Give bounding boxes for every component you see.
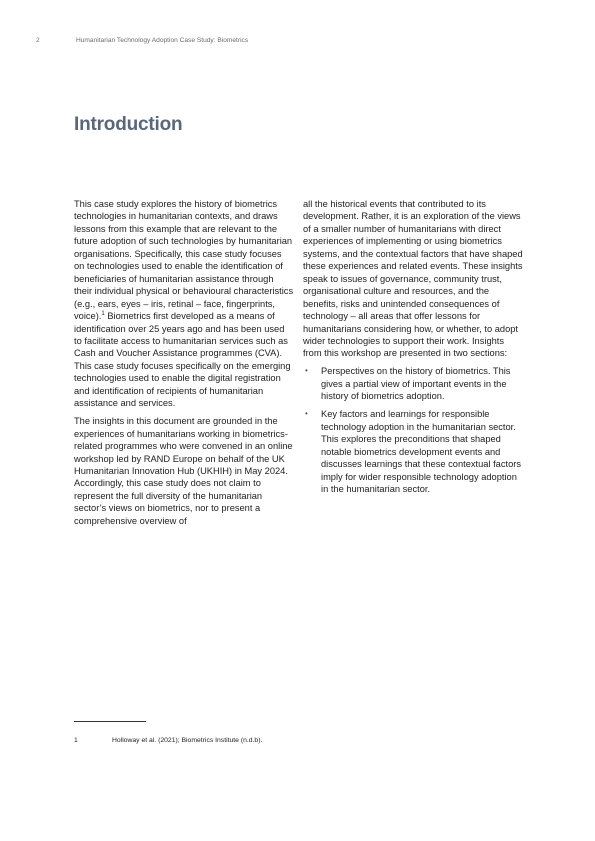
footnote-number: 1: [74, 737, 78, 744]
page-title: Introduction: [74, 114, 183, 135]
intro-paragraph-3: all the historical events that contributed to its development. Rather, it is an exploration of the views of a smaller number of humanitarians with direct experiences of implementing or using biometrics systems, and the contextual factors that have shaped these experiences and related events. These insights speak to issues of governance, community trust, organisational culture and resources, and the benefits, risks and unintended consequences of technology – all areas that offer lessons for humanitarians considering how, or whether, to adopt wider technologies to support their work. Insights from this workshop are presented in two sections:: [303, 199, 523, 359]
footnote-divider: [74, 721, 146, 722]
list-item: [303, 408, 523, 495]
intro-paragraph-1-text: This case study explores the history of biometrics technologies in humanitarian contexts, and draws lessons from this example that are relevant to the future adoption of such technologies by humanitarian organisations. Specifically, this case study focuses on technologies used to enable the identification of beneficiaries of humanitarian assistance through their individual physical or behavioural characteristics (e.g., ears, eyes – iris, retinal – face, fingerprints, voice).: [74, 199, 294, 322]
sections-list: [303, 365, 523, 495]
left-column: [74, 198, 294, 533]
list-item-text: Key factors and learnings for responsible technology adoption in the humanitarian sector. This explores the preconditions that shaped notable biometrics development events and discusses learnings that these contextual factors imply for wider responsible technology adoption in the humanitarian sector.: [321, 409, 521, 494]
page-number: 2: [36, 37, 40, 44]
intro-paragraph-1: [74, 198, 294, 410]
intro-paragraph-1-continued: Biometrics first developed as a means of identification over 25 years ago and has been used to facilitate access to humanitarian services such as Cash and Voucher Assistance programmes (CVA). This case study focuses specifically on the emerging technologies used to enable the digital registration and identification of recipients of humanitarian assistance and services.: [74, 311, 291, 409]
list-item-text: Perspectives on the history of biometrics. This gives a partial view of important events in the history of biometrics adoption.: [321, 366, 511, 402]
running-title: Humanitarian Technology Adoption Case Study: Biometrics: [76, 37, 249, 44]
footnote-text: Holloway et al. (2021); Biometrics Institute (n.d.b).: [112, 737, 263, 744]
running-header: [36, 37, 248, 44]
intro-paragraph-2: The insights in this document are grounded in the experiences of humanitarians working in biometrics-related programmes who were convened in an online workshop led by RAND Europe on behalf of the UK Humanitarian Innovation Hub (UKHIH) in May 2024. Accordingly, this case study does not claim to represent the full diversity of the humanitarian sector’s views on biometrics, nor to present a comprehensive overview of: [74, 416, 293, 526]
footnote-reference[interactable]: 1: [101, 310, 105, 317]
list-item: [303, 365, 523, 402]
right-column: [303, 198, 523, 501]
bullet-icon: •: [305, 409, 308, 419]
footnote: [74, 737, 262, 744]
bullet-icon: •: [305, 366, 308, 376]
